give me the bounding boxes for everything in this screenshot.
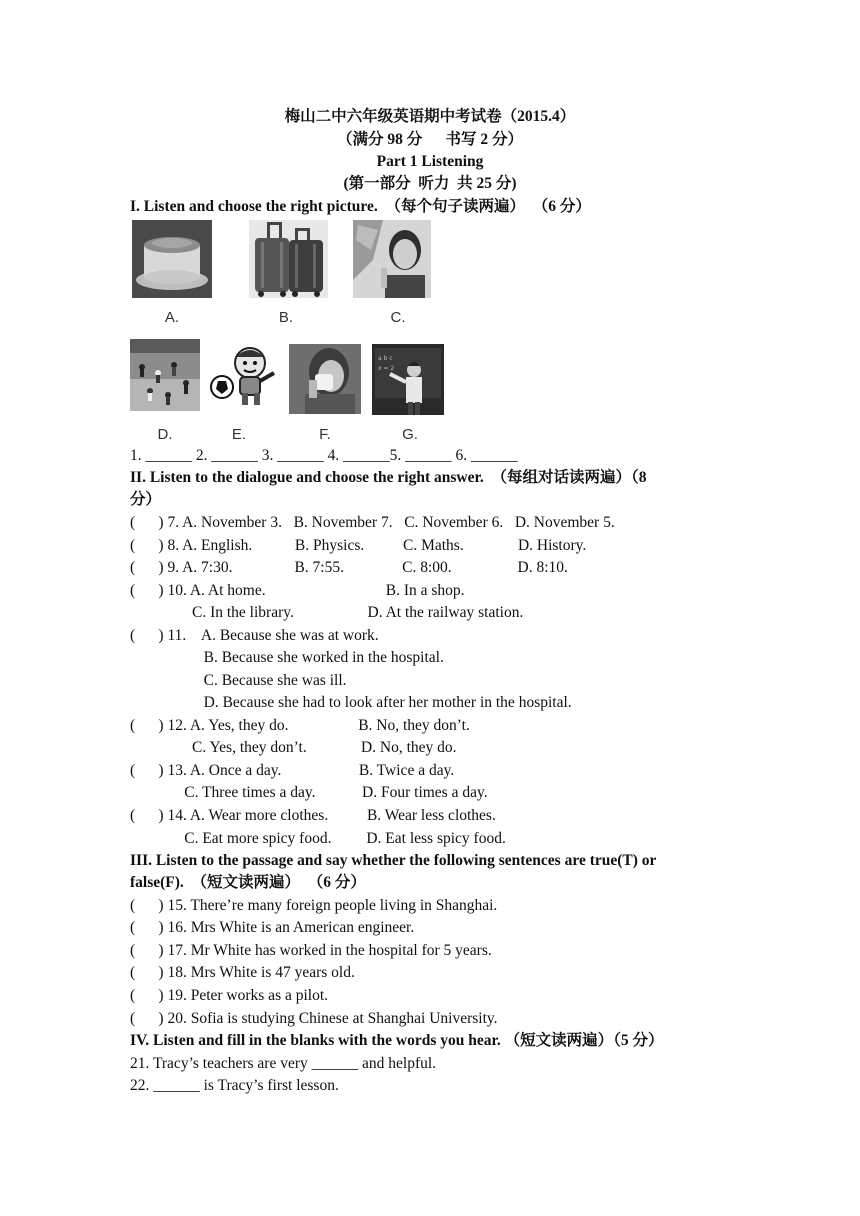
section3-heading: III. Listen to the passage and say whether the following sentences are true(T) or	[130, 852, 657, 869]
question-line: ( ) 7. A. November 3. B. November 7. C. November 6. D. November 5.	[130, 514, 615, 531]
question-line: C. Yes, they don’t. D. No, they do.	[130, 739, 457, 756]
woman-sneezing-photo-icon	[289, 344, 361, 414]
picture-label-b: B.	[278, 309, 294, 326]
cartoon-boy-football-icon	[208, 343, 284, 413]
true-false-line: ( ) 17. Mr White has worked in the hospital for 5 years.	[130, 942, 492, 959]
section4-heading: IV. Listen and fill in the blanks with the words you hear. （短文读两遍）（5 分）	[130, 1032, 664, 1049]
picture-label-c: C.	[390, 309, 406, 326]
question-line: ( ) 14. A. Wear more clothes. B. Wear less clothes.	[130, 807, 496, 824]
exam-title: 梅山二中六年级英语期中考试卷（2015.4）	[284, 108, 576, 125]
picture-label-d: D.	[157, 426, 173, 443]
question-line: ( ) 11. A. Because she was at work.	[130, 627, 379, 644]
question-line: ( ) 13. A. Once a day. B. Twice a day.	[130, 762, 455, 779]
fill-blank-line: 21. Tracy’s teachers are very ______ and helpful.	[130, 1055, 437, 1072]
beach-people-photo-icon	[130, 339, 200, 411]
woman-thinking-photo-icon	[353, 220, 431, 298]
section3-heading-cont: false(F). （短文读两遍） （6 分）	[130, 874, 366, 891]
picture-label-f: F.	[319, 426, 331, 443]
teacher-blackboard-photo-icon	[372, 344, 444, 415]
pudding-photo-icon	[132, 220, 212, 298]
question-line: ( ) 12. A. Yes, they do. B. No, they don’t.	[130, 717, 470, 734]
section2-heading-cont: 分）	[130, 491, 162, 508]
picture-label-e: E.	[231, 426, 247, 443]
part-subtitle: (第一部分 听力 共 25 分)	[343, 175, 517, 192]
question-line: ( ) 10. A. At home. B. In a shop.	[130, 582, 465, 599]
section2-heading: II. Listen to the dialogue and choose the right answer. （每组对话读两遍）（8	[130, 469, 647, 486]
svg-text:x = 2: x = 2	[378, 365, 395, 372]
exam-subtitle: （满分 98 分 书写 2 分）	[336, 131, 523, 148]
suitcases-photo-icon	[249, 220, 328, 298]
question-line: ( ) 9. A. 7:30. B. 7:55. C. 8:00. D. 8:10.	[130, 559, 568, 576]
true-false-line: ( ) 16. Mrs White is an American engineer.	[130, 919, 415, 936]
fill-blank-line: 22. ______ is Tracy’s first lesson.	[130, 1077, 339, 1094]
part-title: Part 1 Listening	[376, 153, 484, 170]
picture-label-g: G.	[402, 426, 418, 443]
true-false-line: ( ) 19. Peter works as a pilot.	[130, 987, 329, 1004]
true-false-line: ( ) 20. Sofia is studying Chinese at Shanghai University.	[130, 1010, 498, 1027]
true-false-line: ( ) 18. Mrs White is 47 years old.	[130, 964, 355, 981]
question-line: C. Three times a day. D. Four times a day.	[130, 784, 488, 801]
question-line: B. Because she worked in the hospital.	[130, 649, 444, 666]
svg-text:a b c: a b c	[378, 355, 393, 362]
picture-answer-blanks: 1. ______ 2. ______ 3. ______ 4. ______5. ______ 6. ______	[130, 447, 518, 464]
picture-label-a: A.	[164, 309, 180, 326]
true-false-line: ( ) 15. There’re many foreign people living in Shanghai.	[130, 897, 498, 914]
question-line: C. Eat more spicy food. D. Eat less spicy food.	[130, 830, 506, 847]
question-line: C. In the library. D. At the railway station.	[130, 604, 524, 621]
section1-heading: I. Listen and choose the right picture. （每个句子读两遍） （6 分）	[130, 198, 591, 215]
question-line: D. Because she had to look after her mother in the hospital.	[130, 694, 572, 711]
question-line: C. Because she was ill.	[130, 672, 347, 689]
question-line: ( ) 8. A. English. B. Physics. C. Maths. D. History.	[130, 537, 587, 554]
